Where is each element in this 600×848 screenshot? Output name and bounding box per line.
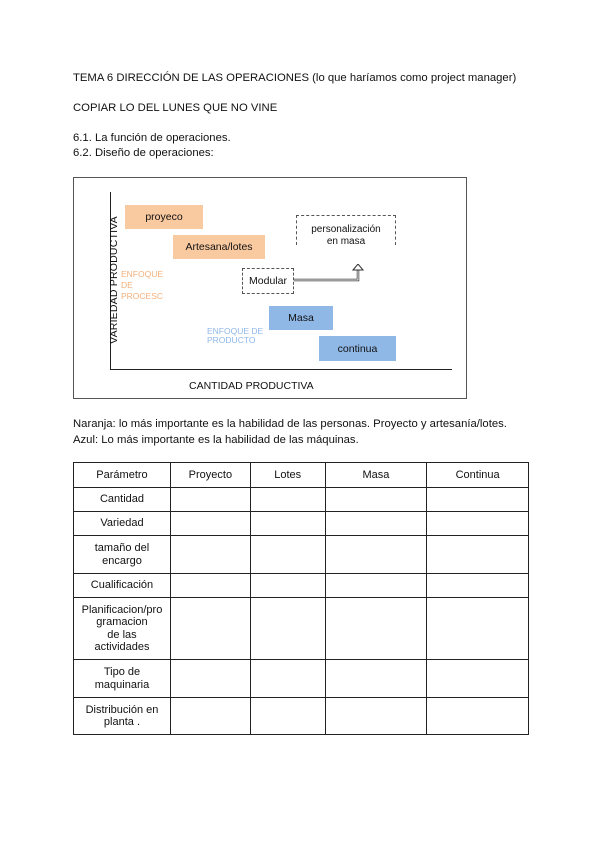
table-cell — [250, 698, 325, 735]
row-label-line: tamaño del — [94, 542, 150, 554]
table-cell — [427, 660, 529, 698]
table-cell — [170, 660, 250, 698]
table-header-row — [74, 463, 529, 488]
row-label — [74, 698, 171, 735]
table-row — [74, 488, 529, 512]
table-cell — [325, 598, 427, 660]
row-label-line: Tipo de — [103, 666, 141, 678]
row-label-line: Planificacion/pro — [81, 603, 163, 616]
box-proyecto: proyeco — [125, 205, 203, 229]
note: COPIAR LO DEL LUNES QUE NO VINE — [73, 102, 278, 114]
row-label — [74, 488, 171, 512]
table-cell — [427, 598, 529, 660]
table-row — [74, 660, 529, 698]
table-cell — [325, 698, 427, 735]
table-row — [74, 698, 529, 735]
box-masa: Masa — [269, 306, 333, 330]
table-cell — [250, 512, 325, 536]
table-row — [74, 512, 529, 536]
header-masa: Masa — [325, 463, 427, 488]
table-cell — [325, 536, 427, 574]
row-label — [74, 598, 171, 660]
table-cell — [325, 574, 427, 598]
enfoque-producto-line-2: PRODUCTO — [207, 335, 256, 345]
section-6-2: 6.2. Diseño de operaciones: — [73, 147, 214, 159]
table-cell — [250, 536, 325, 574]
box-continua: continua — [319, 336, 396, 361]
row-label — [74, 512, 171, 536]
table-cell — [170, 574, 250, 598]
y-axis-label: VARIEDAD PRODUCTIVA — [108, 216, 120, 344]
table-row — [74, 536, 529, 574]
table-cell — [427, 512, 529, 536]
row-label-line: Cantidad — [99, 493, 144, 506]
row-label-line: encargo — [102, 554, 142, 567]
x-axis-label: CANTIDAD PRODUCTIVA — [189, 380, 314, 392]
row-label-line: Distribución en — [85, 703, 159, 716]
table-cell — [325, 512, 427, 536]
row-label-line: planta . — [103, 716, 141, 728]
table-cell — [427, 536, 529, 574]
table-cell — [250, 660, 325, 698]
personalizacion-line-2: en masa — [326, 236, 366, 247]
table-cell — [427, 488, 529, 512]
box-personalizacion — [296, 215, 396, 245]
row-label — [74, 574, 171, 598]
arrow-icon — [294, 264, 366, 286]
operations-diagram — [73, 177, 467, 399]
row-label-line: Variedad — [100, 517, 144, 530]
parameters-table — [73, 462, 529, 735]
header-lotes: Lotes — [250, 463, 325, 488]
table-row — [74, 574, 529, 598]
header-continua: Continua — [427, 463, 529, 488]
table-cell — [325, 660, 427, 698]
row-label-line: de las — [107, 628, 137, 641]
table-cell — [170, 512, 250, 536]
enfoque-proceso-label — [121, 269, 163, 302]
heading: TEMA 6 DIRECCIÓN DE LAS OPERACIONES (lo que haríamos como project manager) — [73, 72, 517, 84]
enfoque-producto-label — [207, 327, 263, 345]
table-cell — [250, 488, 325, 512]
table-cell — [325, 488, 427, 512]
row-label-line: gramacion — [96, 616, 148, 628]
legend-naranja: Naranja: lo más importante es la habilidad de las personas. Proyecto y artesanía/lotes. — [73, 418, 507, 430]
table-cell — [170, 488, 250, 512]
header-parametro: Parámetro — [74, 463, 171, 488]
row-label — [74, 536, 171, 574]
table-cell — [170, 536, 250, 574]
enfoque-proceso-line-1: ENFOQUE — [121, 269, 164, 279]
table-cell — [250, 598, 325, 660]
x-axis-line — [110, 369, 452, 370]
box-artesania: Artesana/lotes — [173, 235, 265, 259]
enfoque-proceso-line-3: PROCESC — [121, 291, 164, 301]
row-label — [74, 660, 171, 698]
personalizacion-line-1: personalización — [311, 224, 381, 235]
table-cell — [427, 698, 529, 735]
table-cell — [170, 598, 250, 660]
box-modular: Modular — [242, 268, 294, 294]
table-cell — [427, 574, 529, 598]
section-6-1: 6.1. La función de operaciones. — [73, 132, 231, 144]
row-label-line: maquinaria — [94, 678, 150, 691]
header-proyecto: Proyecto — [170, 463, 250, 488]
enfoque-proceso-line-2: DE — [121, 280, 133, 290]
row-label-line: actividades — [94, 641, 150, 653]
table-cell — [170, 698, 250, 735]
legend-azul: Azul: Lo más importante es la habilidad de las máquinas. — [73, 434, 359, 446]
enfoque-producto-line-1: ENFOQUE DE — [207, 326, 264, 336]
table-row — [74, 598, 529, 660]
row-label-line: Cualificación — [90, 579, 154, 592]
table-cell — [250, 574, 325, 598]
